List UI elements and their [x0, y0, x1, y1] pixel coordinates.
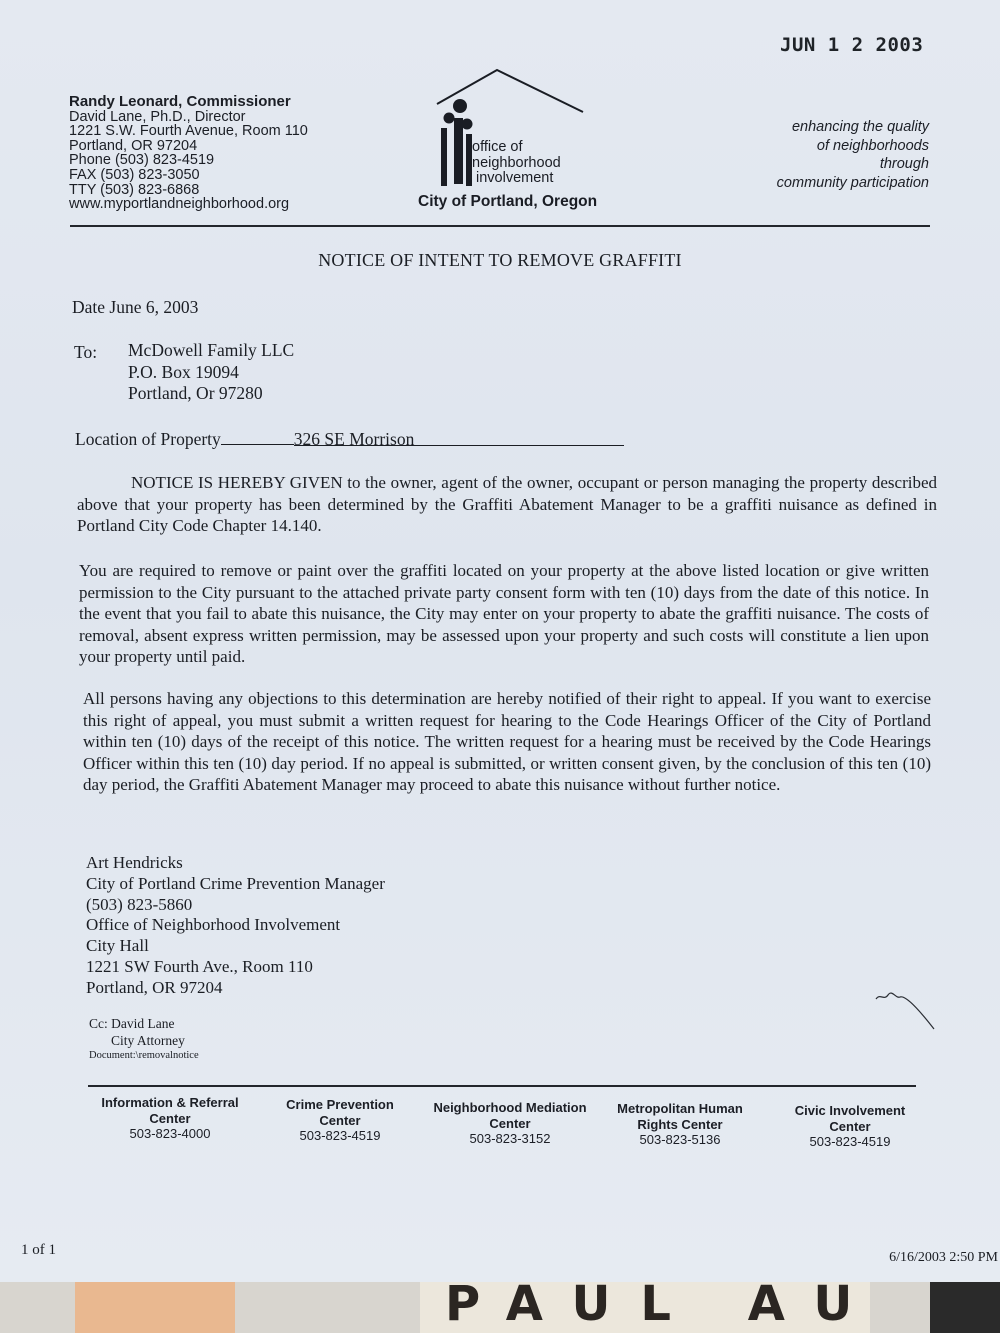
received-date-stamp: JUN 1 2 2003 [780, 34, 924, 56]
website-line: www.myportlandneighborhood.org [69, 196, 290, 213]
footer-center-name: Civic Involvement [794, 1103, 906, 1118]
notice-date: Date June 6, 2003 [72, 297, 199, 317]
footer-center-name-2: Center [149, 1110, 191, 1126]
footer-center [430, 1095, 590, 1150]
logo-person-head-icon [462, 119, 473, 130]
removal-requirement-paragraph: You are required to remove or paint over the graffiti located on your property at the above listed location or give written permission to the City pursuant to the attached private party consent form with ten (10) days from the date of this notice. In the event that you fail to abate this nuisance, the City may enter on your property to abate the graffiti nuisance. The costs of removal, absent express written permission, may be assessed upon your property and such costs will constitute a lien upon your property until paid. [79, 561, 929, 667]
footer-center-name: Neighborhood Mediation [433, 1100, 587, 1115]
document-reference: Document:\removalnotice [89, 1050, 199, 1061]
footer-divider [88, 1085, 916, 1087]
signer-city: Portland, OR 97204 [86, 977, 223, 997]
footer-center [600, 1095, 760, 1150]
footer-center [260, 1095, 420, 1150]
property-location-underline [221, 428, 294, 445]
recipient-block [128, 340, 294, 405]
footer-centers [90, 1095, 930, 1150]
logo-line-2: neighborhood [472, 154, 561, 171]
commissioner-name: Randy Leonard, Commissioner [69, 93, 291, 110]
signer-phone: (503) 823-5860 [86, 894, 193, 914]
footer-center-phone: 503-823-4519 [299, 1128, 381, 1143]
tagline-line-1: enhancing the quality [791, 119, 929, 135]
footer-center-phone: 503-823-5136 [639, 1132, 721, 1147]
logo-person-body-icon [441, 128, 447, 186]
property-location-value: 326 SE Morrison [294, 429, 624, 446]
footer-center-name-2: Center [319, 1112, 361, 1128]
logo-city-name: City of Portland, Oregon [418, 193, 598, 210]
tagline-line-4: community participation [776, 174, 929, 191]
logo-person-head-icon [444, 113, 455, 124]
notice-paragraph: NOTICE IS HEREBY GIVEN to the owner, agent of the owner, occupant or person managing the property described above that your property has been determined by the Graffiti Abatement Manager to be a graffiti nuisance as defined in Portland City Code Chapter 14.140. [77, 473, 937, 536]
footer-center-phone: 503-823-4000 [129, 1126, 211, 1141]
recipient-name: McDowell Family LLC [128, 340, 295, 360]
tagline-line-2: of neighborhoods [816, 137, 929, 154]
footer-center-phone: 503-823-4519 [809, 1134, 891, 1149]
footer-center-name: Metropolitan Human [617, 1101, 743, 1116]
footer-center-name-2: Rights Center [637, 1116, 723, 1132]
signer-building: City Hall [86, 936, 149, 956]
director-name: David Lane, Ph.D., Director [69, 108, 246, 125]
logo-wordmark [472, 140, 561, 187]
tty-line: TTY (503) 823-6868 [69, 181, 200, 198]
footer-center-phone: 503-823-3152 [469, 1131, 551, 1146]
appeal-rights-paragraph: All persons having any objections to this determination are hereby notified of their right to appeal. If you want to exercise this right of appeal, you must submit a written request for hearing to the Code Hearings Officer of the City of Portland within ten (10) days of the receipt of this notice. The written request for a hearing must be received by the Code Hearings Officer within this ten (10) day period. If no appeal is submitted, or written consent given, by the conclusion of this ten (10) day period, the Graffiti Abatement Manager may proceed to abate this nuisance without further notice. [83, 689, 931, 795]
handwritten-mark [870, 985, 940, 1035]
background-poster-right [930, 1282, 1000, 1333]
tagline-line-3: through [879, 156, 929, 172]
signer-street: 1221 SW Fourth Ave., Room 110 [86, 956, 313, 976]
background-poster-left [75, 1282, 235, 1333]
phone-line: Phone (503) 823-4519 [69, 152, 215, 169]
cc-line: Cc: David Lane [89, 1016, 175, 1031]
address-line-2: Portland, OR 97204 [69, 137, 198, 154]
property-location-label: Location of Property [75, 429, 221, 449]
fax-line: FAX (503) 823-3050 [69, 166, 200, 183]
footer-center-name-2: Center [489, 1115, 531, 1131]
signer-office: Office of Neighborhood Involvement [86, 915, 341, 935]
background-poster-lettering: PAUL AU [445, 1276, 883, 1332]
footer-center-name: Information & Referral [101, 1095, 239, 1110]
footer-center-name-2: Center [829, 1118, 871, 1134]
page-number: 1 of 1 [21, 1242, 56, 1258]
cc-line-2: City Attorney [111, 1033, 185, 1048]
property-location-line [75, 428, 624, 451]
document-title: NOTICE OF INTENT TO REMOVE GRAFFITI [318, 250, 682, 270]
address-line-1: 1221 S.W. Fourth Avenue, Room 110 [69, 123, 308, 140]
logo-line-1: office of [472, 139, 523, 155]
tagline [777, 118, 929, 192]
footer-center [770, 1095, 930, 1150]
sender-address-block [69, 95, 399, 212]
header-divider [70, 225, 930, 227]
footer-center-name: Crime Prevention [286, 1097, 394, 1112]
logo-line-3: involvement [476, 170, 554, 186]
signer-name: Art Hendricks [86, 853, 183, 872]
logo-person-body-icon [454, 118, 463, 184]
signature-block [86, 853, 385, 999]
footer-center [90, 1095, 250, 1150]
print-timestamp: 6/16/2003 2:50 PM [889, 1250, 998, 1265]
logo-person-head-icon [453, 99, 467, 113]
to-label: To: [74, 342, 98, 362]
signer-title: City of Portland Crime Prevention Manager [86, 873, 385, 893]
recipient-po-box: P.O. Box 19094 [128, 361, 239, 382]
recipient-city: Portland, Or 97280 [128, 383, 263, 403]
